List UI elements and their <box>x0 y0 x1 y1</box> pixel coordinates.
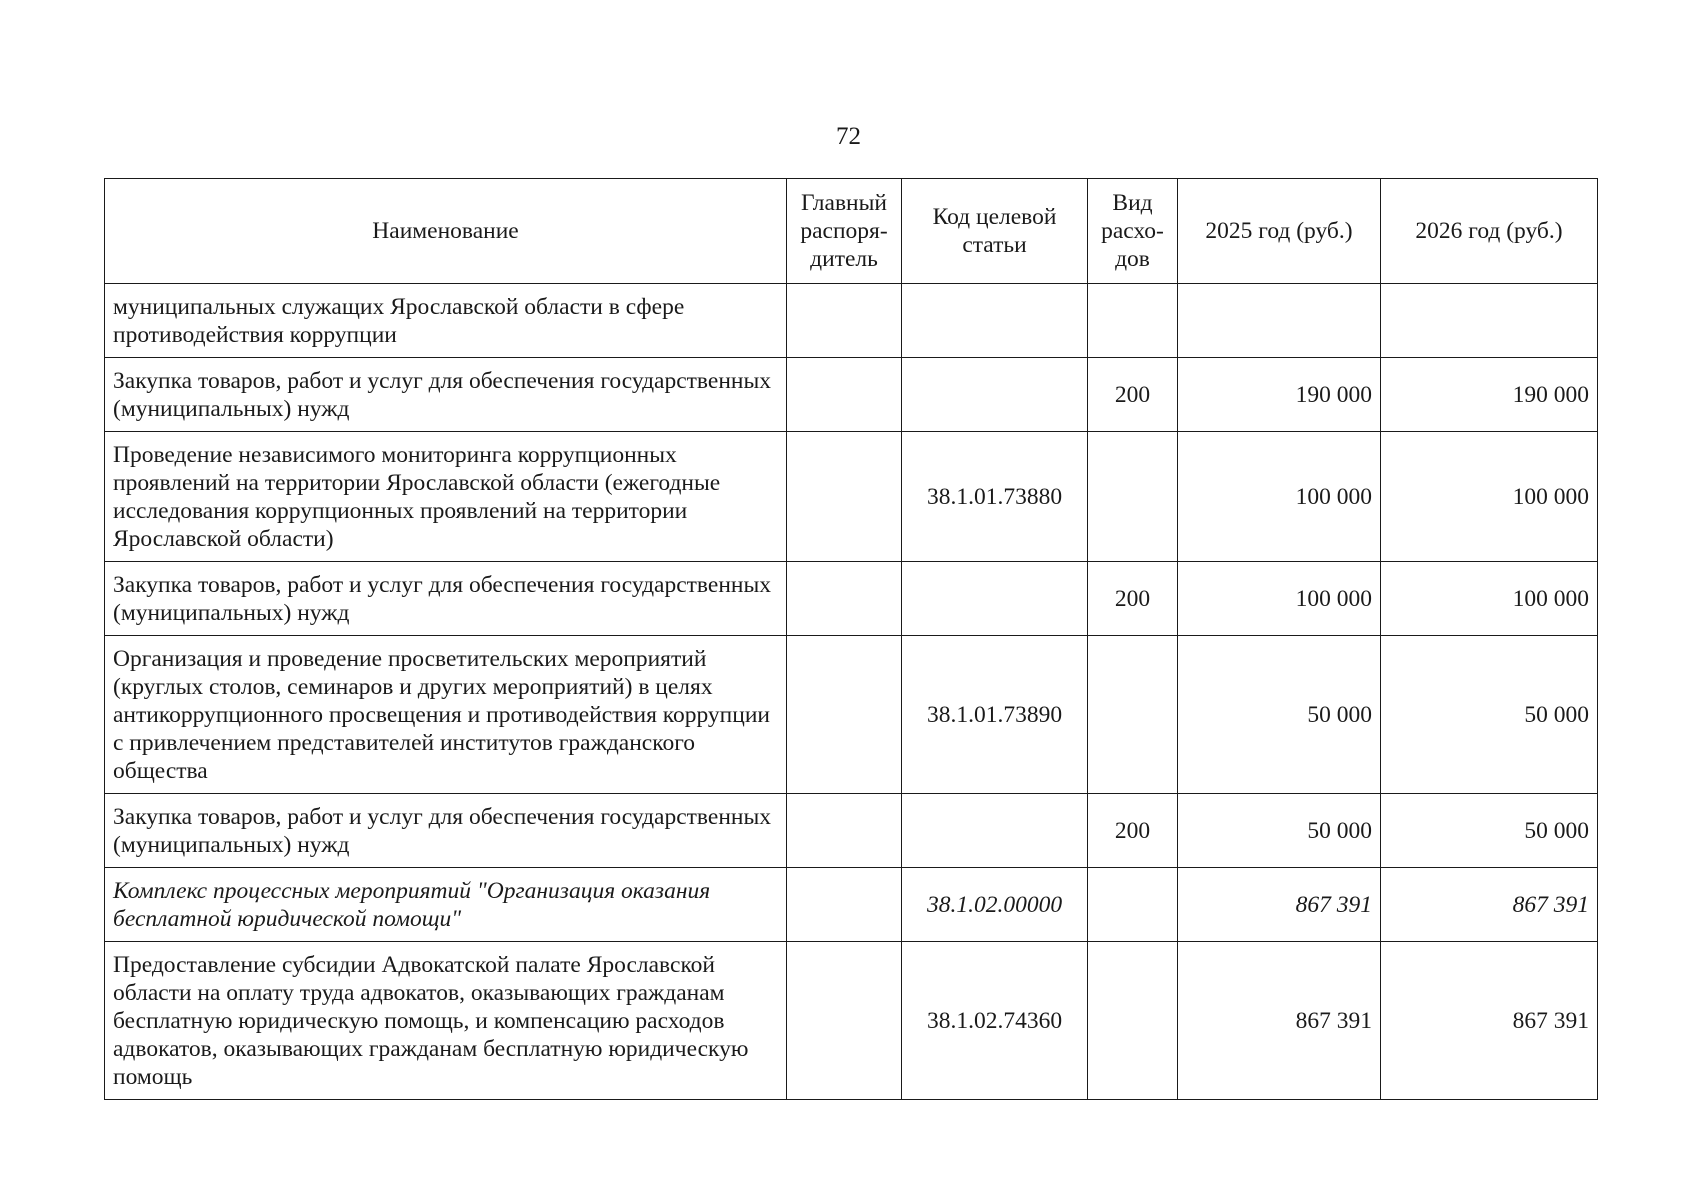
cell-year-2025: 867 391 <box>1178 868 1381 942</box>
budget-table <box>104 178 1598 1100</box>
cell-chief-manager <box>787 794 902 868</box>
cell-chief-manager <box>787 636 902 794</box>
cell-year-2026: 867 391 <box>1381 942 1598 1100</box>
cell-name: Закупка товаров, работ и услуг для обеспечения государственных (муниципальных) нужд <box>105 358 787 432</box>
cell-expense-type <box>1088 284 1178 358</box>
cell-target-code: 38.1.02.74360 <box>902 942 1088 1100</box>
cell-expense-type <box>1088 942 1178 1100</box>
cell-target-code: 38.1.02.00000 <box>902 868 1088 942</box>
cell-target-code <box>902 358 1088 432</box>
cell-expense-type <box>1088 432 1178 562</box>
cell-year-2025: 50 000 <box>1178 636 1381 794</box>
cell-expense-type: 200 <box>1088 358 1178 432</box>
table-row <box>105 358 1598 432</box>
cell-year-2026 <box>1381 284 1598 358</box>
cell-chief-manager <box>787 562 902 636</box>
cell-name: Организация и проведение просветительских мероприятий (круглых столов, семинаров и других мероприятий) в целях антикоррупционного просвещения и противодействия коррупции с привлечением представителей институтов гражданского общества <box>105 636 787 794</box>
cell-name: муниципальных служащих Ярославской области в сфере противодействия коррупции <box>105 284 787 358</box>
table-header-row <box>105 179 1598 284</box>
cell-year-2026: 100 000 <box>1381 562 1598 636</box>
cell-name: Закупка товаров, работ и услуг для обеспечения государственных (муниципальных) нужд <box>105 562 787 636</box>
table-row <box>105 432 1598 562</box>
cell-expense-type: 200 <box>1088 794 1178 868</box>
cell-year-2026: 190 000 <box>1381 358 1598 432</box>
table-row <box>105 794 1598 868</box>
cell-target-code <box>902 562 1088 636</box>
cell-chief-manager <box>787 358 902 432</box>
cell-chief-manager <box>787 284 902 358</box>
table-row-subtotal <box>105 868 1598 942</box>
cell-year-2026: 100 000 <box>1381 432 1598 562</box>
cell-chief-manager <box>787 432 902 562</box>
cell-year-2025: 100 000 <box>1178 562 1381 636</box>
cell-target-code <box>902 794 1088 868</box>
header-year-2026: 2026 год (руб.) <box>1381 179 1598 284</box>
header-chief-manager: Главный распоря-дитель <box>787 179 902 284</box>
cell-target-code: 38.1.01.73880 <box>902 432 1088 562</box>
cell-year-2025 <box>1178 284 1381 358</box>
cell-year-2026: 50 000 <box>1381 794 1598 868</box>
header-name: Наименование <box>105 179 787 284</box>
cell-year-2025: 867 391 <box>1178 942 1381 1100</box>
cell-year-2025: 50 000 <box>1178 794 1381 868</box>
header-year-2025: 2025 год (руб.) <box>1178 179 1381 284</box>
cell-year-2025: 100 000 <box>1178 432 1381 562</box>
header-target-code: Код целевой статьи <box>902 179 1088 284</box>
cell-name: Предоставление субсидии Адвокатской палате Ярославской области на оплату труда адвокатов, оказывающих гражданам бесплатную юридическую помощь, и компенсацию расходов адвокатов, оказывающих гражданам бесплатную юридическую помощь <box>105 942 787 1100</box>
cell-year-2026: 867 391 <box>1381 868 1598 942</box>
header-expense-type: Вид расхо-дов <box>1088 179 1178 284</box>
cell-expense-type <box>1088 636 1178 794</box>
table-row <box>105 942 1598 1100</box>
table-row <box>105 284 1598 358</box>
cell-expense-type: 200 <box>1088 562 1178 636</box>
cell-chief-manager <box>787 868 902 942</box>
cell-year-2025: 190 000 <box>1178 358 1381 432</box>
page-number: 72 <box>836 123 861 150</box>
table-row <box>105 562 1598 636</box>
cell-expense-type <box>1088 868 1178 942</box>
cell-year-2026: 50 000 <box>1381 636 1598 794</box>
cell-name: Комплекс процессных мероприятий "Организация оказания бесплатной юридической помощи" <box>105 868 787 942</box>
cell-chief-manager <box>787 942 902 1100</box>
cell-target-code: 38.1.01.73890 <box>902 636 1088 794</box>
cell-name: Проведение независимого мониторинга коррупционных проявлений на территории Ярославской области (ежегодные исследования коррупционных проявлений на территории Ярославской области) <box>105 432 787 562</box>
cell-target-code <box>902 284 1088 358</box>
cell-name: Закупка товаров, работ и услуг для обеспечения государственных (муниципальных) нужд <box>105 794 787 868</box>
table-row <box>105 636 1598 794</box>
